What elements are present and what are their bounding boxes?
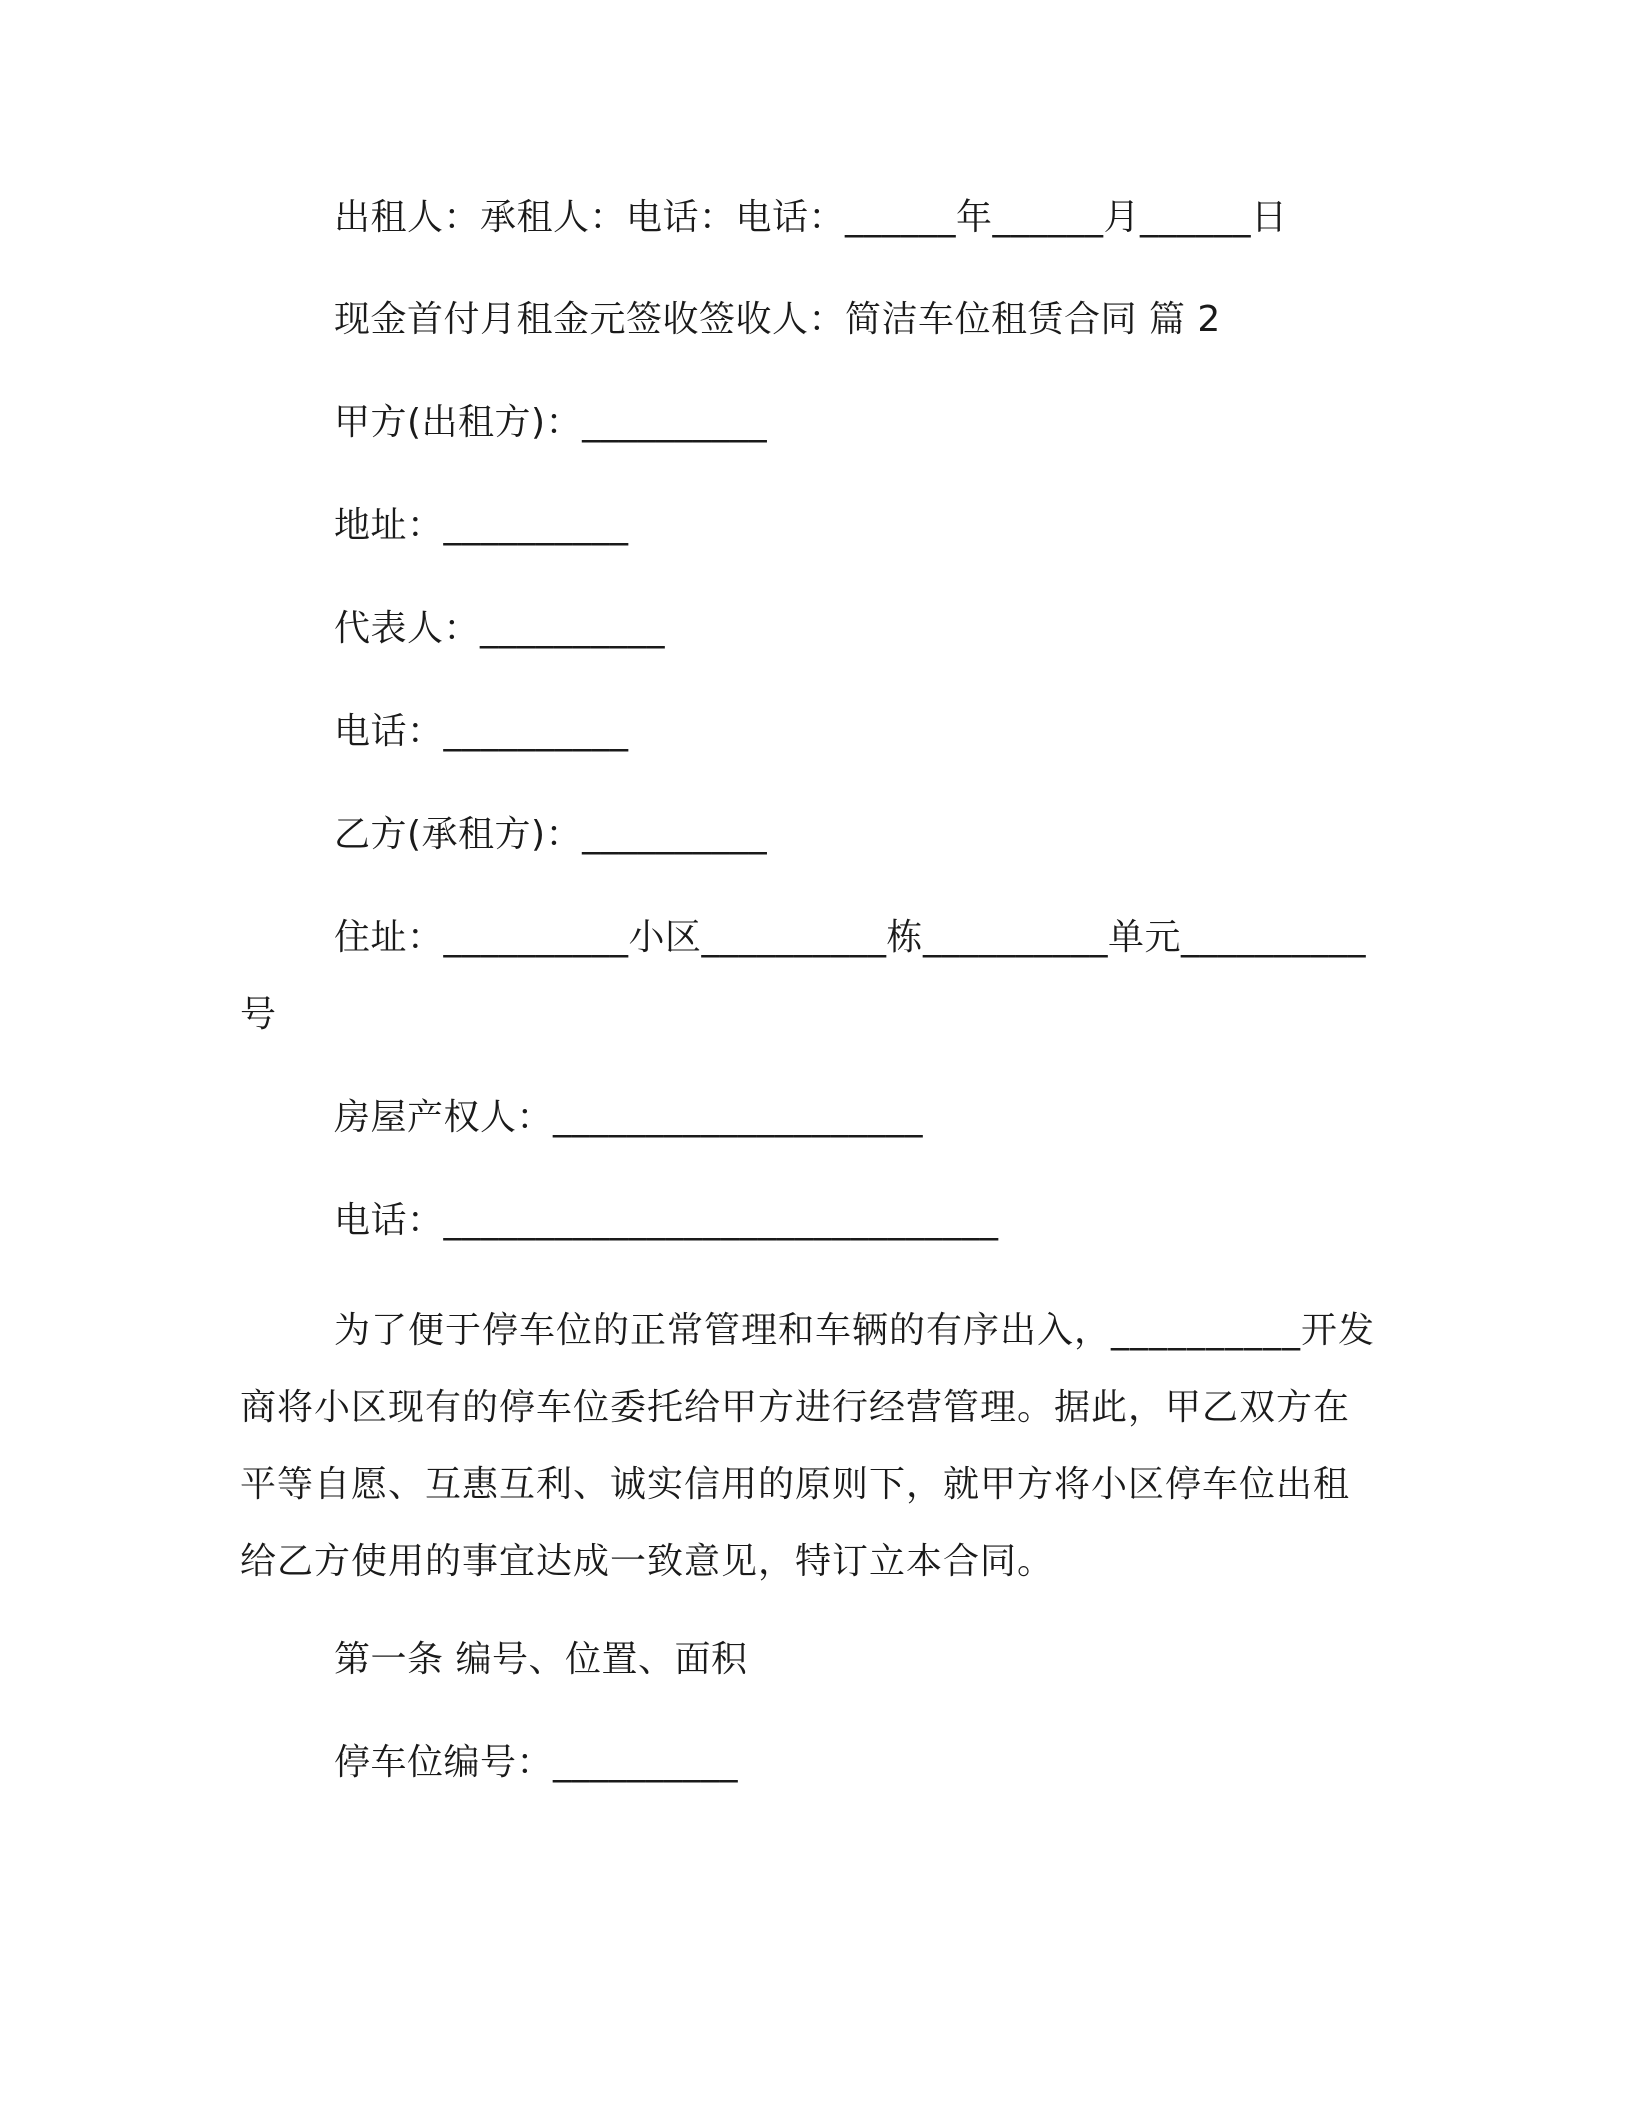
intro-paragraph-line: 商将小区现有的停车位委托给甲方进行经营管理。据此，甲乙双方在 <box>240 1387 1351 1428</box>
property-owner-phone-field: 电话：______________________________ <box>334 1200 999 1241</box>
intro-paragraph-line: 给乙方使用的事宜达成一致意见，特订立本合同。 <box>240 1541 1055 1582</box>
party-b-field: 乙方(承租方)：__________ <box>334 814 768 855</box>
signature-line: 出租人：承租人：电话：电话：______年______月______日 <box>334 197 1288 238</box>
party-a-representative-field: 代表人：__________ <box>334 608 666 649</box>
intro-paragraph <box>240 1292 1380 1600</box>
property-owner-field: 房屋产权人：____________________ <box>334 1097 924 1138</box>
intro-paragraph-line: 平等自愿、互惠互利、诚实信用的原则下，就甲方将小区停车位出租 <box>240 1464 1351 1505</box>
party-b-residence-field-continued: 号 <box>240 994 277 1035</box>
party-a-address-field: 地址：__________ <box>334 505 629 546</box>
party-a-phone-field: 电话：__________ <box>334 711 629 752</box>
party-b-residence-field: 住址：__________小区__________栋__________单元__________ <box>334 917 1367 958</box>
intro-paragraph-line: 为了便于停车位的正常管理和车辆的有序出入，__________开发 <box>334 1310 1376 1351</box>
article-1-heading: 第一条 编号、位置、面积 <box>334 1639 748 1680</box>
parking-space-number-field: 停车位编号：__________ <box>334 1742 739 1783</box>
receipt-and-title-line: 现金首付月租金元签收签收人：简洁车位租赁合同 篇 2 <box>334 299 1221 340</box>
party-a-field: 甲方(出租方)：__________ <box>334 402 768 443</box>
